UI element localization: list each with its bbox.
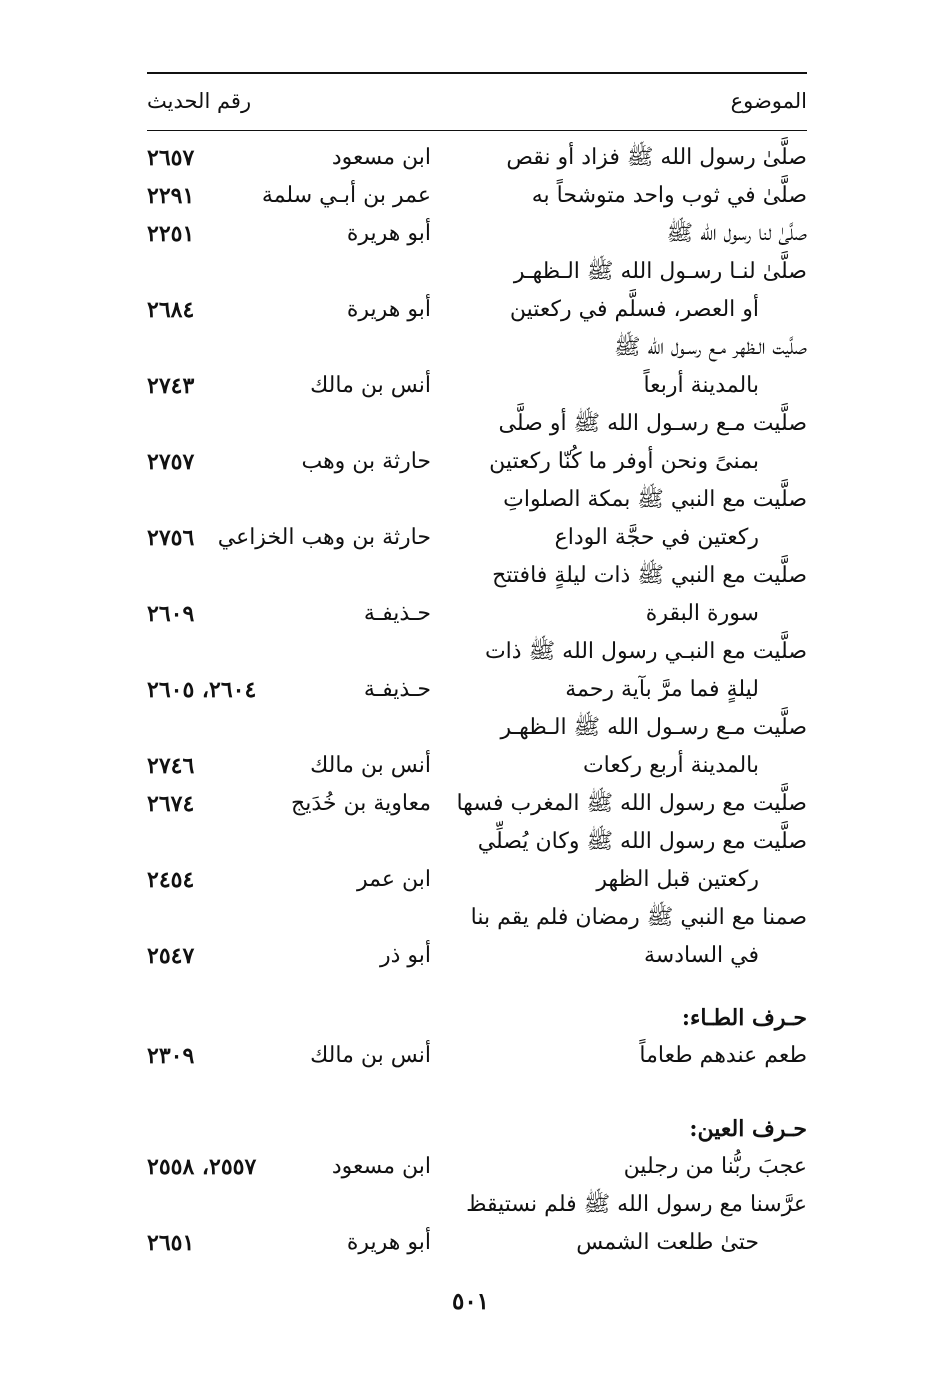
topic-line: صلَّيت مع رسول الله ﷺ وكان يُصلِّي [477,829,807,854]
topic-continuation-line: ركعتين قبل الظهر [596,867,759,892]
hadith-number-column-header: رقم الحديث [147,89,252,113]
hadith-number: ٢٧٥٦ [147,525,195,551]
topic-line: صلَّىٰ لنا رسول الله ﷺ [666,221,807,246]
topic-line: صلَّىٰ في ثوب واحد متوشحاً به [531,183,807,208]
topic-line: صلَّيت مـع رسـول الله ﷺ أو صلَّى [498,411,807,436]
narrator: ابن مسعود [331,1154,431,1179]
narrator: أبو هريرة [346,1230,431,1255]
hadith-number: ٢٦٥١ [147,1230,195,1256]
topic-line: صلَّيت مع النبـي رسول الله ﷺ ذات [484,639,807,664]
narrator: حارثة بن وهب [301,449,431,474]
topic-continuation-line: أو العصر، فسلَّم في ركعتين [509,297,759,322]
narrator: أبو هريرة [346,221,431,246]
topic-continuation-line: حتىٰ طلعت الشمس [576,1230,759,1255]
hadith-number: ٢٢٩١ [147,183,195,209]
hadith-number: ٢٧٤٦ [147,753,195,779]
hadith-number: ٢٧٥٧ [147,449,195,475]
narrator: أبو ذر [379,943,431,968]
topic-line: صلَّيت الـظهر مـع رسـول الله ﷺ [613,335,807,360]
topic-line: صلَّيت مـع رسـول الله ﷺ الـظهـر [500,715,807,740]
topic-line: عرَّسنا مع رسول الله ﷺ فلم نستيقظ [466,1192,807,1217]
hadith-number: ٢٦٠٤، ٢٦٠٥ [147,677,257,703]
topic-continuation-line: ركعتين في حجَّة الوداع [554,525,759,550]
narrator: أبو هريرة [346,297,431,322]
hadith-number: ٢٦٨٤ [147,297,195,323]
hadith-number: ٢٢٥١ [147,221,195,247]
narrator: ابن عمر [357,867,431,892]
narrator: أنس بن مالك [310,753,431,778]
topic-continuation-line: بالمدينة أربعاً [643,373,759,398]
top-rule [147,72,807,74]
section-heading-ta: حـرف الطـاء: [681,1005,807,1031]
hadith-number: ٢٣٠٩ [147,1043,195,1069]
hadith-number: ٢٤٥٤ [147,867,195,893]
topic-continuation-line: في السادسة [643,943,759,968]
topic-line: عجبَ ربُّنا من رجلين [623,1154,807,1179]
narrator: معاوية بن خُدَيج [291,791,431,816]
topic-line: صلَّيت مع النبي ﷺ ذات ليلةٍ فافتتح [492,563,807,588]
topic-continuation-line: بمنىً ونحن أوفر ما كُنّا ركعتين [489,449,759,474]
topic-line: صلَّىٰ رسول الله ﷺ فزاد أو نقص [506,145,807,170]
topic-line: صمنا مع النبي ﷺ رمضان فلم يقم بنا [470,905,807,930]
topic-line: طعم عندهم طعاماً [639,1043,807,1068]
narrator: ابن مسعود [331,145,431,170]
narrator: حارثة بن وهب الخزاعي [217,525,431,550]
topic-line: صلَّيت مع النبي ﷺ بمكة الصلواتِ [503,487,807,512]
topic-continuation-line: بالمدينة أربع ركعات [582,753,759,778]
hadith-number: ٢٦٥٧ [147,145,195,171]
narrator: أنس بن مالك [310,1043,431,1068]
hadith-number: ٢٦٧٤ [147,791,195,817]
hadith-number: ٢٥٥٧، ٢٥٥٨ [147,1154,257,1180]
topic-continuation-line: ليلةٍ فما مرَّ بآية رحمة [565,677,759,702]
hadith-number: ٢٦٠٩ [147,601,195,627]
narrator: أنس بن مالك [310,373,431,398]
topic-line: صلَّيت مع رسول الله ﷺ المغرب فسها [456,791,807,816]
page-number: ٥٠١ [451,1288,490,1315]
narrator: حـذيفـة [363,677,431,702]
header-rule [147,130,807,131]
topic-continuation-line: سورة البقرة [645,601,759,626]
topic-line: صلَّىٰ لنـا رسـول الله ﷺ الـظهـر [513,259,807,284]
topic-column-header: الموضوع [730,89,807,113]
hadith-number: ٢٥٤٧ [147,943,195,969]
section-heading-ain: حـرف العين: [689,1116,807,1142]
narrator: حـذيفـة [363,601,431,626]
narrator: عمر بن أبـي سلمة [261,183,431,208]
hadith-number: ٢٧٤٣ [147,373,195,399]
